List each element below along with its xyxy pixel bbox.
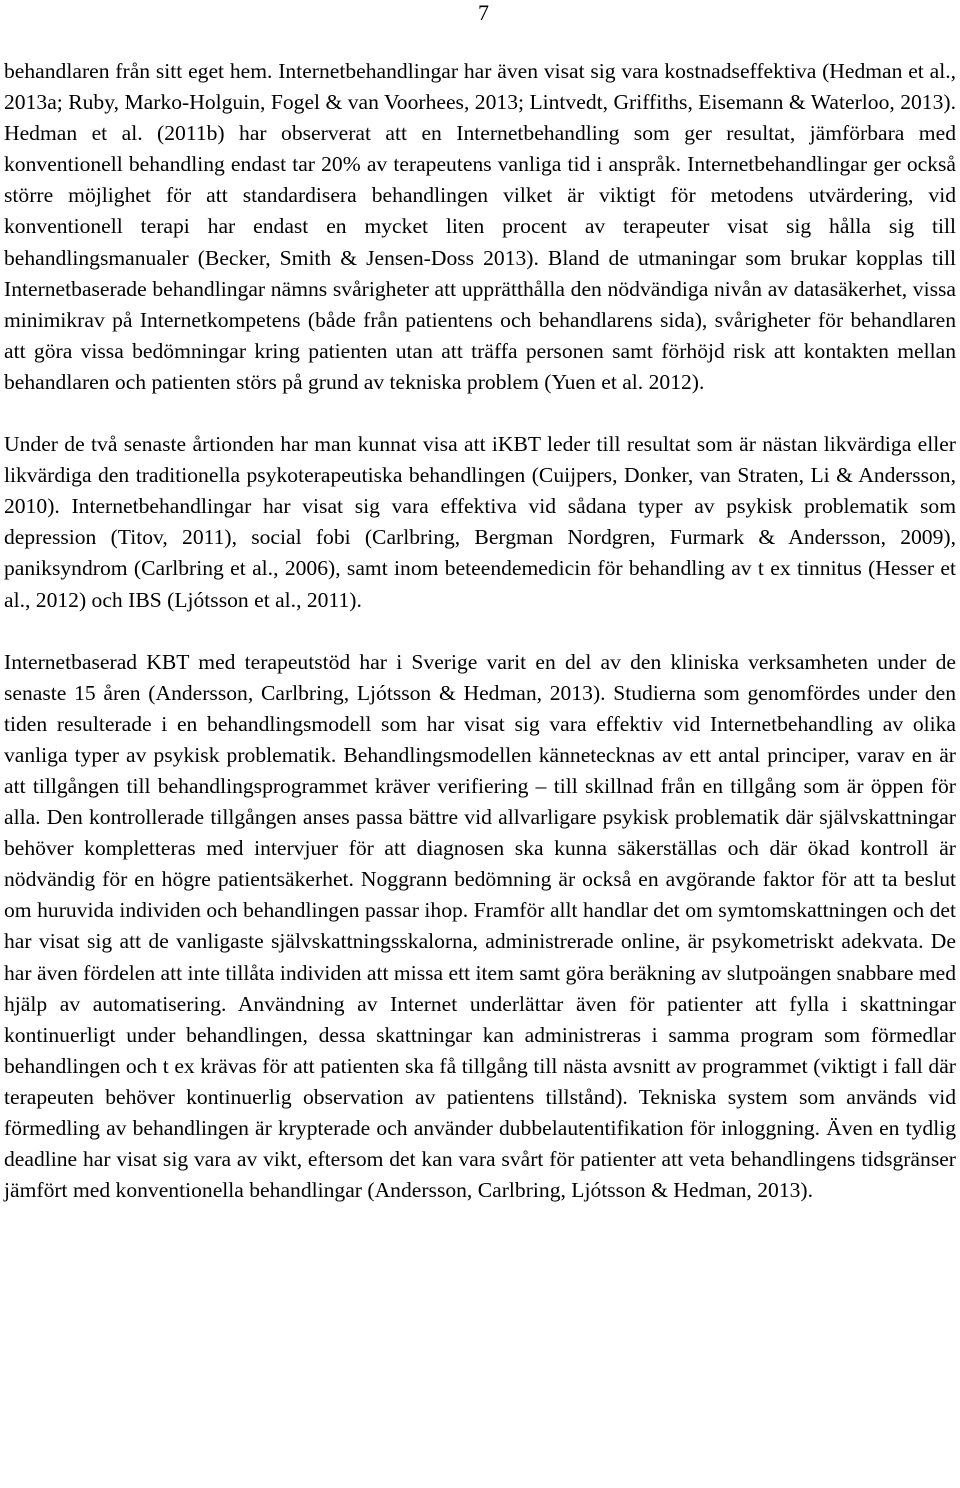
page-number: 7 [478, 0, 489, 25]
paragraph-swedish-treatment-model: Internetbaserad KBT med terapeutstöd har i Sverige varit en del av den kliniska verksamheten under de senaste 15 åren (Andersson, Carlbring, Ljótsson & Hedman, 2013). Studierna som genomfördes under den tiden resulterade i en behandlingsmodell som har visat sig vara effektiv vid Internetbehandling av olika vanliga typer av psykisk problematik. Behandlingsmodellen kännetecknas av ett antal principer, varav en är att tillgången till behandlingsprogrammet kräver verifiering – till skillnad från en tillgång som är öppen för alla. Den kontrollerade tillgången anses passa bättre vid allvarligare psykisk problematik där självskattningar behöver kompletteras med intervjuer för att diagnosen ska kunna säkerställas och där ökad kontroll är nödvändig för en högre patientsäkerhet. Noggrann bedömning är också en avgörande faktor för att ta beslut om huruvida individen och behandlingen passar ihop. Framför allt handlar det om symtomskattningen och det har visat sig att de vanligaste självskattningsskalorna, administrerade online, är psykometriskt adekvata. De har även fördelen att inte tillåta individen att missa ett item samt göra beräkning av slutpoängen snabbare med hjälp av automatisering. Användning av Internet underlättar även för patienter att fylla i skattningar kontinuerligt under behandlingen, dessa skattningar kan administreras i samma program som förmedlar behandlingen och t ex krävas för att patienten ska få tillgång till nästa avsnitt av programmet (viktigt i fall där terapeuten behöver kontinuerlig observation av patientens tillstånd). Tekniska system som används vid förmedling av behandlingen är krypterade och använder dubbelautentifikation för inloggning. Även en tydlig deadline har visat sig vara av vikt, eftersom det kan vara svårt för patienter att veta behandlingens tidsgränser jämfört med konventionella behandlingar (Andersson, Carlbring, Ljótsson & Hedman, 2013). [4, 649, 956, 1203]
document-body [4, 56, 956, 1206]
paragraph-internet-treatment-cost: behandlaren från sitt eget hem. Internetbehandlingar har även visat sig vara kostnadseffektiva (Hedman et al., 2013a; Ruby, Marko-Holguin, Fogel & van Voorhees, 2013; Lintvedt, Griffiths, Eisemann & Waterloo, 2013). Hedman et al. (2011b) har observerat att en Internetbehandling som ger resultat, jämförbara med konventionell behandling endast tar 20% av terapeutens vanliga tid i anspråk. Internetbehandlingar ger också större möjlighet för att standardisera behandlingen vilket är viktigt för metodens utvärdering, vid konventionell terapi har endast en mycket liten procent av terapeuter visat sig hålla sig till behandlingsmanualer (Becker, Smith & Jensen-Doss 2013). Bland de utmaningar som brukar kopplas till Internetbaserade behandlingar nämns svårigheter att upprätthålla den nödvändiga nivån av datasäkerhet, vissa minimikrav på Internetkompetens (både från patientens och behandlarens sida), svårigheter för behandlaren att göra vissa bedömningar kring patienten utan att träffa personen samt förhöjd risk att kontakten mellan behandlaren och patienten störs på grund av tekniska problem (Yuen et al. 2012). [4, 59, 956, 394]
paragraph-ikbt-effectiveness: Under de två senaste årtionden har man kunnat visa att iKBT leder till resultat som är nästan likvärdiga eller likvärdiga den traditionella psykoterapeutiska behandlingen (Cuijpers, Donker, van Straten, Li & Andersson, 2010). Internetbehandlingar har visat sig vara effektiva vid sådana typer av psykisk problematik som depression (Titov, 2011), social fobi (Carlbring, Bergman Nordgren, Furmark & Andersson, 2009), paniksyndrom (Carlbring et al., 2006), samt inom beteendemedicin för behandling av t ex tinnitus (Hesser et al., 2012) och IBS (Ljótsson et al., 2011). [4, 432, 956, 612]
